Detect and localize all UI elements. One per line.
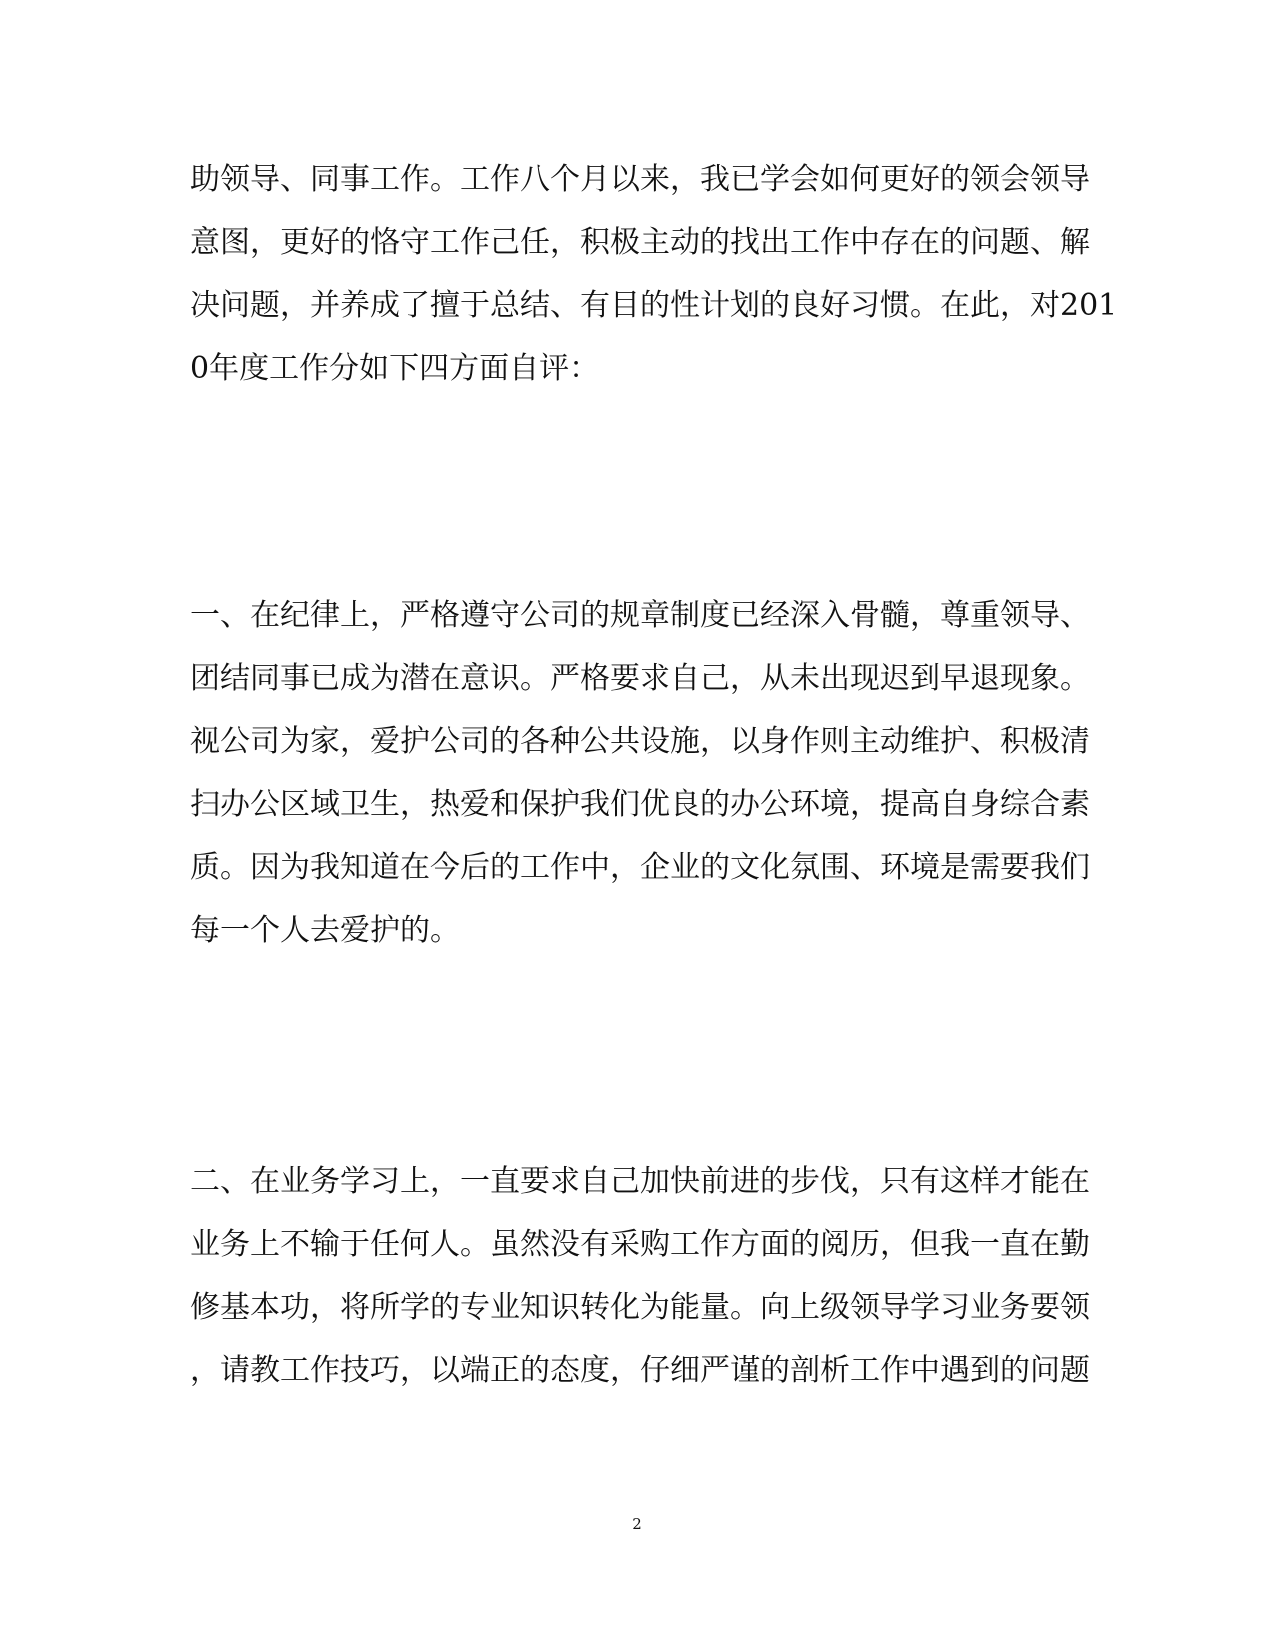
text-line: 团结同事已成为潜在意识。严格要求自己，从未出现迟到早退现象。	[190, 661, 1090, 696]
text-line: 视公司为家，爱护公司的各种公共设施，以身作则主动维护、积极清	[190, 724, 1090, 759]
text-line: 修基本功，将所学的专业知识转化为能量。向上级领导学习业务要领	[190, 1290, 1090, 1325]
text-line: 每一个人去爱护的。	[190, 913, 460, 948]
text-line: ，请教工作技巧，以端正的态度，仔细严谨的剖析工作中遇到的问题	[190, 1353, 1090, 1388]
text-line: 0年度工作分如下四方面自评：	[190, 351, 600, 386]
text-line: 一、在纪律上，严格遵守公司的规章制度已经深入骨髓，尊重领导、	[190, 598, 1090, 633]
text-line: 质。因为我知道在今后的工作中，企业的文化氛围、环境是需要我们	[190, 850, 1090, 885]
text-line: 助领导、同事工作。工作八个月以来，我已学会如何更好的领会领导	[190, 162, 1090, 197]
text-line: 决问题，并养成了擅于总结、有目的性计划的良好习惯。在此，对201	[190, 288, 1118, 323]
text-line: 二、在业务学习上，一直要求自己加快前进的步伐，只有这样才能在	[190, 1164, 1090, 1199]
text-line: 意图，更好的恪守工作己任，积极主动的找出工作中存在的问题、解	[190, 225, 1090, 260]
page-number: 2	[632, 1515, 642, 1533]
text-line: 扫办公区域卫生，热爱和保护我们优良的办公环境，提高自身综合素	[190, 787, 1090, 822]
text-line: 业务上不输于任何人。虽然没有采购工作方面的阅历，但我一直在勤	[190, 1227, 1090, 1262]
